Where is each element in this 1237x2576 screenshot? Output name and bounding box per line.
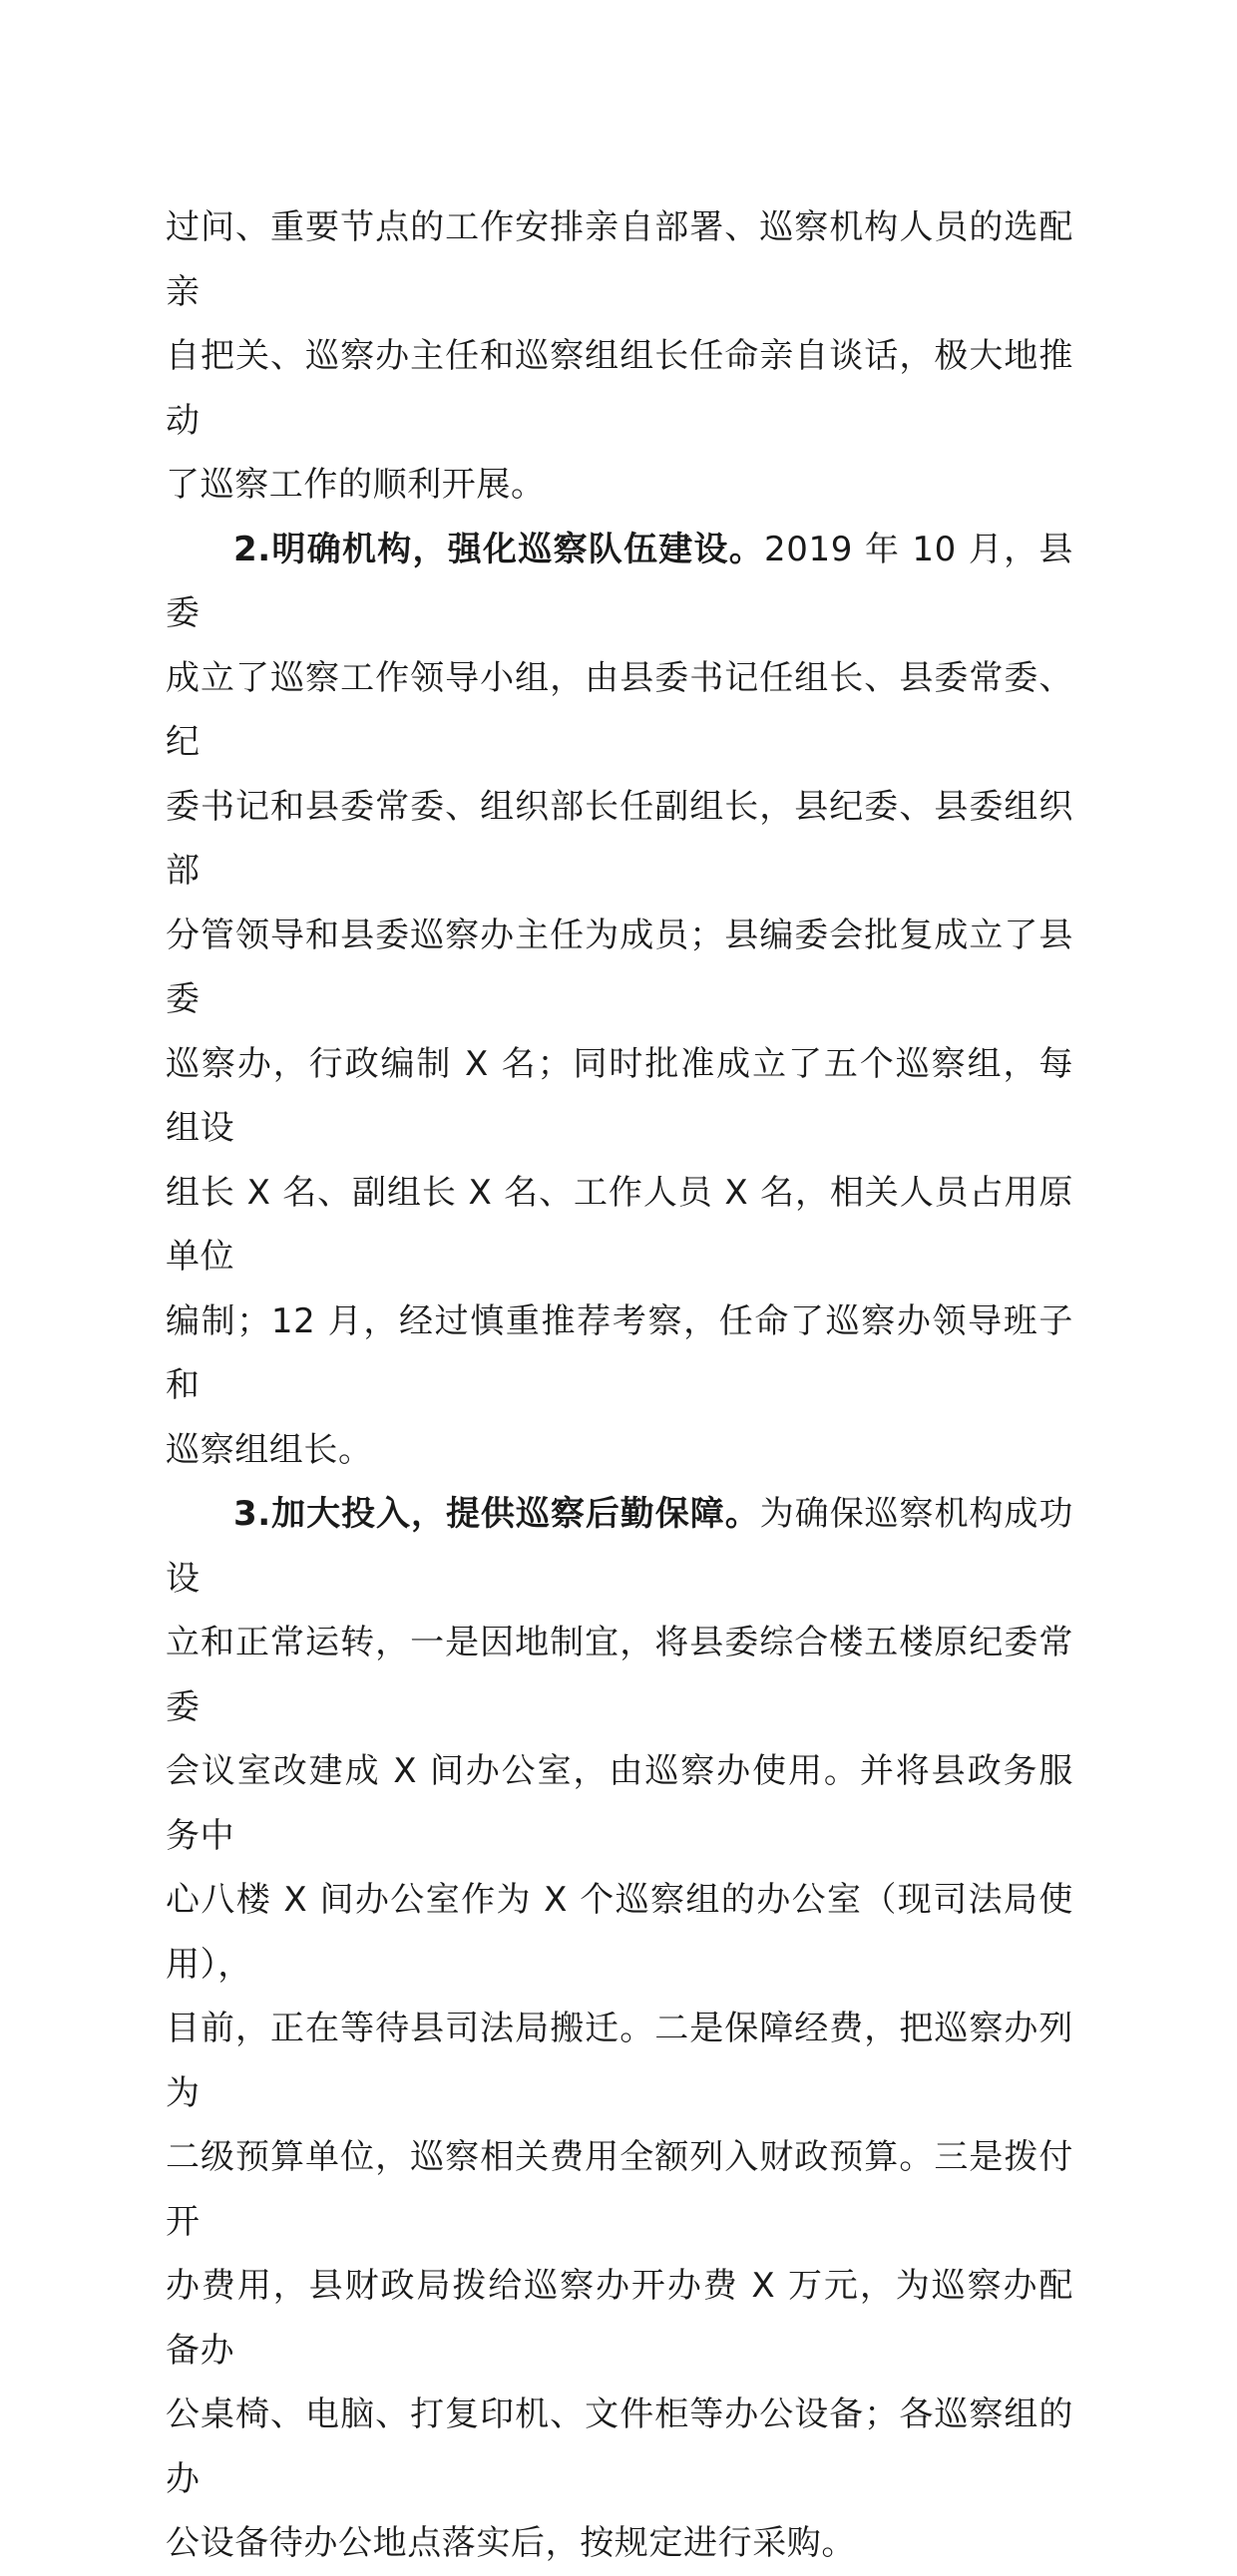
text-line: 了巡察工作的顺利开展。	[166, 465, 546, 505]
text-line: 目前，正在等待县司法局搬迁。二是保障经费，把巡察办列为	[166, 2009, 1073, 2113]
paragraph-heading: 2.明确机构，强化巡察队伍建设。	[233, 529, 765, 569]
text-line: 立和正常运转，一是因地制宜，将县委综合楼五楼原纪委常委	[166, 1623, 1073, 1727]
paragraph-3	[166, 1482, 1073, 2576]
paragraph-1	[166, 195, 1073, 518]
text-line: 组长 X 名、副组长 X 名、工作人员 X 名，相关人员占用原单位	[166, 1172, 1073, 1277]
text-span: 2019 年 10 月，县委	[166, 529, 1073, 633]
text-line: 自把关、巡察办主任和巡察组组长任命亲自谈话，极大地推动	[166, 336, 1073, 441]
text-line: 二级预算单位，巡察相关费用全额列入财政预算。三是拨付开	[166, 2137, 1073, 2242]
text-line: 巡察办，行政编制 X 名；同时批准成立了五个巡察组，每组设	[166, 1043, 1073, 1148]
text-line	[166, 518, 1073, 646]
text-line: 心八楼 X 间办公室作为 X 个巡察组的办公室（现司法局使用），	[166, 1880, 1073, 1985]
text-line: 过问、重要节点的工作安排亲自部署、巡察机构人员的选配亲	[166, 207, 1073, 312]
paragraph-2	[166, 518, 1073, 1483]
document-body	[166, 195, 1073, 2576]
text-line: 公桌椅、电脑、打复印机、文件柜等办公设备；各巡察组的办	[166, 2394, 1073, 2499]
text-line	[166, 1482, 1073, 1611]
text-line: 巡察组组长。	[166, 1429, 373, 1470]
text-line: 委书记和县委常委、组织部长任副组长，县纪委、县委组织部	[166, 786, 1073, 891]
text-line: 办费用，县财政局拨给巡察办开办费 X 万元，为巡察办配备办	[166, 2266, 1073, 2371]
text-line: 成立了巡察工作领导小组，由县委书记任组长、县委常委、纪	[166, 657, 1073, 762]
paragraph-heading: 3.加大投入，提供巡察后勤保障。	[233, 1494, 760, 1534]
text-line: 会议室改建成 X 间办公室，由巡察办使用。并将县政务服务中	[166, 1751, 1073, 1856]
text-line: 公设备待办公地点落实后，按规定进行采购。	[166, 2523, 856, 2563]
text-line: 编制；12 月，经过慎重推荐考察，任命了巡察办领导班子和	[166, 1300, 1073, 1405]
text-line: 分管领导和县委巡察办主任为成员；县编委会批复成立了县委	[166, 915, 1073, 1019]
text-span: 为确保巡察机构成功设	[166, 1494, 1073, 1599]
